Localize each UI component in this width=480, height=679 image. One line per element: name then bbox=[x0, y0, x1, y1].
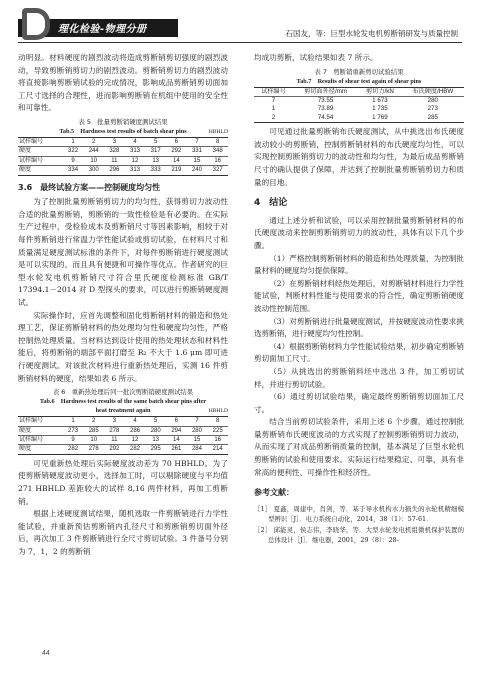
journal-logo-text: 理化检验-物理分册 bbox=[58, 24, 147, 35]
table-cell: 5 bbox=[145, 417, 166, 426]
paragraph: 为了控制批量剪断销剪切力的均匀性，获得剪切力波动性合适的批量剪断销，剪断销的一致性检验是有必要的。在实际生产过程中，受检验成本及剪断销尺寸等因素影响，相较于对每件剪断销进行常温力学性能试验或剪切试验，在材料尺寸和质量满足硬度测试标准的条件下，对每件剪断销进行硬度测试是可以实现的，而且具有便捷和可操作等优点。作者研究的巨型水轮发电机剪断销尺寸符合里氏硬度检测标准 GB/T 17394.1－2014 对 D 型探头的要求，可以进行剪断销硬度测试。 bbox=[18, 197, 228, 307]
table-cell: 9 bbox=[63, 156, 84, 165]
paragraph: 均成功剪断，试验结果如表 7 所示。 bbox=[254, 53, 378, 62]
table-cell: 292 bbox=[104, 445, 125, 454]
table-cell: 2 bbox=[83, 137, 104, 146]
table-cell: 286 bbox=[125, 426, 146, 435]
table-row bbox=[18, 137, 228, 146]
table-cell: 292 bbox=[166, 147, 187, 156]
table-cell: 12 bbox=[125, 156, 146, 165]
table7-title-cn: 表 7 剪断销重新剪切试验结果 bbox=[314, 67, 404, 76]
table-row bbox=[254, 105, 464, 113]
reference-item: ［1］ 夏鑫，周建中，肖剑，等．基于导水机构水力损失的水轮机精细模型辨识［J］．电力系统自动化，2014，38（1）：57-61． bbox=[254, 504, 464, 524]
table-cell: 240 bbox=[187, 166, 208, 175]
table-cell: 8 bbox=[207, 417, 228, 426]
table-cell: 282 bbox=[63, 445, 84, 454]
table-cell: 10 bbox=[83, 156, 104, 165]
table-cell: 348 bbox=[207, 147, 228, 156]
table-cell: 1 735 bbox=[372, 105, 388, 113]
table-cell: 282 bbox=[125, 445, 146, 454]
table-cell: 硬度 bbox=[18, 426, 63, 435]
table-cell: 261 bbox=[166, 445, 187, 454]
list-item: （3）对剪断销进行批量硬度测试，并按硬度波动性要求挑选剪断销，进行硬度均匀性控制。 bbox=[254, 316, 464, 339]
list-item: （2）在剪断销材料经热处理后，对剪断销材料进行力学性能试验，判断材料性能与使用要求的符合性，确定剪断销硬度波动性控制范围。 bbox=[254, 278, 464, 313]
table-cell: 试样编号 bbox=[18, 417, 63, 426]
table-cell: 6 bbox=[166, 137, 187, 146]
table7 bbox=[254, 87, 464, 124]
table-cell: 2 bbox=[83, 417, 104, 426]
table-cell: 试样编号 bbox=[18, 137, 63, 146]
table-header-row bbox=[254, 87, 464, 96]
table6-unit: HBHLD bbox=[208, 408, 228, 415]
table6-title-en2: heat treatment again bbox=[95, 407, 151, 415]
left-column bbox=[18, 52, 228, 558]
table-row bbox=[18, 426, 228, 435]
table-header-cell: 剪切面外径/mm bbox=[293, 87, 358, 96]
list-item: （6）通过剪切试验结果，确定最终剪断销剪切面加工尺寸。 bbox=[254, 392, 464, 414]
table-cell: 4 bbox=[125, 137, 146, 146]
table-cell: 284 bbox=[187, 445, 208, 454]
table-cell: 11 bbox=[104, 435, 125, 444]
table5-unit: HBHLD bbox=[208, 128, 228, 135]
table-row bbox=[18, 156, 228, 165]
table6-title-cn: 表 6 重新热处理后同一批次剪断销硬度测试结果 bbox=[52, 388, 194, 397]
table-cell: 327 bbox=[207, 166, 228, 175]
references-heading: 参考文献： bbox=[254, 488, 294, 498]
table-cell: 273 bbox=[63, 426, 84, 435]
paragraph: 可见通过批量剪断销布氏硬度测试，从中挑选出布氏硬度波动较小的剪断销，控制剪断销材料的布氏硬度均匀性，可以实现控制剪断销剪切力的波动性和均匀性，为最后成品剪断销尺寸的确认提供了保障，并达到了控制批量剪断销剪切力和质量的目地。 bbox=[254, 127, 464, 187]
table7-title-en: Tab.7 Results of shear test again of shear pins bbox=[296, 77, 422, 85]
paragraph: 可见重新热处理后实际硬度波动差为 70 HBHLD。为了使剪断销硬度波动更小，选择加工时，可以剔除硬度与平均值 271 HBHLD 差距较大的试样 8,16 两件材料，再加工剪断销。 bbox=[18, 458, 228, 506]
table-cell: 15 bbox=[187, 156, 208, 165]
list-item: （5）从挑选出的剪断销料坯中选出 3 件，加工剪切试样，并进行剪切试验。 bbox=[254, 366, 464, 389]
list-item: （4）根据剪断销材料力学性能试验结果，初步确定剪断销剪切面加工尺寸。 bbox=[254, 341, 464, 364]
table-cell: 74.54 bbox=[293, 114, 358, 123]
table-header-cell: 剪切力/kN bbox=[358, 87, 401, 96]
running-title: 石国友，等：巨型水轮发电机剪断销研发与质量控制 bbox=[285, 29, 458, 38]
table-cell: 278 bbox=[83, 445, 104, 454]
table-row bbox=[18, 445, 228, 454]
table-cell: 13 bbox=[145, 435, 166, 444]
table-cell: 7 bbox=[187, 137, 208, 146]
table-row bbox=[18, 435, 228, 444]
table-cell: 14 bbox=[166, 435, 187, 444]
paragraph: 实际操作时，应首先调整和固化剪断销材料的锻造和热处理工艺，保证剪断销材料的热处理均匀性和硬度均匀性，严格控制热处理质量。当材料达到设计使用的热处理状态和材料性能后，将剪断销的端部平面打磨至 R₂ 不大于 1.6 μm 即可进行硬度测试。对该批次材料进行重新热处理后，实测 16 件剪断销材料的硬度，结果如表 6 所示。 bbox=[18, 310, 228, 383]
table-cell: 12 bbox=[125, 435, 146, 444]
table-cell: 14 bbox=[166, 156, 187, 165]
table-row bbox=[254, 97, 464, 106]
reference-item: ［2］ 邱能灵，侯志伟，李晓华，等．大型水轮发电机组微机保护装置的总体设计［J］．继电器，2001，29（8）：28- bbox=[254, 525, 464, 545]
table-header-cell: 试样编号 bbox=[254, 87, 293, 96]
section-heading: 4 结论 bbox=[254, 198, 288, 209]
table-cell: 10 bbox=[83, 435, 104, 444]
table-cell: 7 bbox=[187, 417, 208, 426]
table-cell: 313 bbox=[125, 147, 146, 156]
table5 bbox=[18, 137, 228, 176]
table-cell: 73.55 bbox=[293, 97, 358, 106]
table-cell: 333 bbox=[145, 166, 166, 175]
table-cell: 8 bbox=[207, 137, 228, 146]
table-cell: 1 bbox=[271, 105, 276, 113]
table-cell: 285 bbox=[402, 114, 464, 123]
table-cell: 73.89 bbox=[317, 105, 334, 113]
table-cell: 334 bbox=[63, 166, 84, 175]
paragraph: 通过上述分析和试验，可以采用控制批量剪断销材料的布氏硬度波动来控制剪断销剪切力的波动性，具体有以下几个步骤。 bbox=[254, 215, 464, 250]
table-cell: 6 bbox=[166, 417, 187, 426]
table-cell: 3 bbox=[104, 137, 125, 146]
table-cell: 331 bbox=[187, 147, 208, 156]
table-cell: 273 bbox=[427, 105, 438, 113]
table-cell: 5 bbox=[145, 137, 166, 146]
logo-p-icon bbox=[22, 8, 50, 40]
table-row bbox=[254, 114, 464, 123]
table-cell: 4 bbox=[125, 417, 146, 426]
table5-title-en: Tab.5 Hardness test results of batch shear pins bbox=[59, 127, 187, 135]
table-cell: 16 bbox=[207, 156, 228, 165]
table5-title-cn: 表 5 批量剪断销硬度测试结果 bbox=[78, 117, 168, 126]
table-cell: 13 bbox=[145, 156, 166, 165]
table-cell: 328 bbox=[104, 147, 125, 156]
paragraph: 结合当前剪切试验条件，采用上述 6 个步骤，通过控制批量剪断销布氏硬度波动的方式实现了控制剪断销剪切力波动，从而实现了对成品剪断销质量的控制，基本满足了巨型水轮机剪断销的试验和使用要求。实际运行结果稳定、可靠，具有非常高的便利性、可操作性和经济性。 bbox=[254, 417, 464, 477]
table-cell: 9 bbox=[63, 435, 84, 444]
table-cell: 322 bbox=[63, 147, 84, 156]
table-cell: 280 bbox=[402, 97, 464, 106]
table-cell: 296 bbox=[104, 166, 125, 175]
table-cell: 300 bbox=[83, 166, 104, 175]
table-cell: 试样编号 bbox=[18, 156, 63, 165]
header-rule bbox=[18, 42, 462, 43]
table-cell: 1 673 bbox=[358, 97, 401, 106]
table-cell: 11 bbox=[104, 156, 125, 165]
table-cell: 219 bbox=[166, 166, 187, 175]
section-heading: 3.6 最终试验方案——控制硬度均匀性 bbox=[18, 182, 161, 192]
page-header bbox=[0, 0, 480, 48]
table-cell: 225 bbox=[207, 426, 228, 435]
table-cell: 313 bbox=[125, 166, 146, 175]
page-number: 44 bbox=[42, 650, 50, 657]
table-cell: 2 bbox=[254, 114, 293, 123]
table-cell: 317 bbox=[145, 147, 166, 156]
table-cell: 16 bbox=[207, 435, 228, 444]
table-cell: 280 bbox=[187, 426, 208, 435]
paragraph: 根据上述硬度测试结果，随机选取一件剪断销进行力学性能试验，并重新预估剪断销内孔径尺寸和剪断销剪切面外径后，再次加工 3 件剪断销进行全尺寸剪切试验。3 件备号分别为 7，1，2 的剪断销 bbox=[18, 509, 228, 556]
table-cell: 15 bbox=[187, 435, 208, 444]
table-cell: 278 bbox=[104, 426, 125, 435]
table6 bbox=[18, 416, 228, 455]
table-cell: 3 bbox=[104, 417, 125, 426]
table-cell: 硬度 bbox=[18, 147, 63, 156]
table-row bbox=[18, 147, 228, 156]
paragraph: 动明显。材料硬度的剧烈波动将造成剪断销剪切强度的剧烈波动，导致剪断销剪切力的剧烈波动。剪断销剪切力的剧烈波动将直接影响剪断销试验的完成情况，影响成品剪断销剪切面加工尺寸选择的合理性，进而影响剪断销在机组中使用的安全性和可靠性。 bbox=[18, 53, 228, 113]
table-cell: 285 bbox=[83, 426, 104, 435]
table-cell: 1 bbox=[63, 417, 84, 426]
table-row bbox=[18, 166, 228, 175]
table-cell: 7 bbox=[254, 97, 293, 106]
table-cell: 295 bbox=[145, 445, 166, 454]
table-cell: 1 bbox=[63, 137, 84, 146]
table-row bbox=[18, 417, 228, 426]
table-cell: 硬度 bbox=[18, 445, 63, 454]
right-column bbox=[254, 52, 464, 546]
table-header-cell: 布氏硬度/HBW bbox=[402, 87, 464, 96]
table6-title-en: Tab.6 Hardness test results of the same batch shear pins after bbox=[39, 398, 207, 406]
table-cell: 280 bbox=[145, 426, 166, 435]
table-cell: 1 769 bbox=[358, 114, 401, 123]
table-cell: 244 bbox=[83, 147, 104, 156]
list-item: （1）严格控制剪断销材料的锻造和热处理质量，为控制批量材料的硬度均匀提供保障。 bbox=[254, 253, 464, 276]
table-cell: 214 bbox=[207, 445, 228, 454]
table-cell: 294 bbox=[166, 426, 187, 435]
journal-logo bbox=[18, 14, 178, 40]
table-cell: 试样编号 bbox=[18, 435, 63, 444]
table-cell: 硬度 bbox=[18, 166, 63, 175]
